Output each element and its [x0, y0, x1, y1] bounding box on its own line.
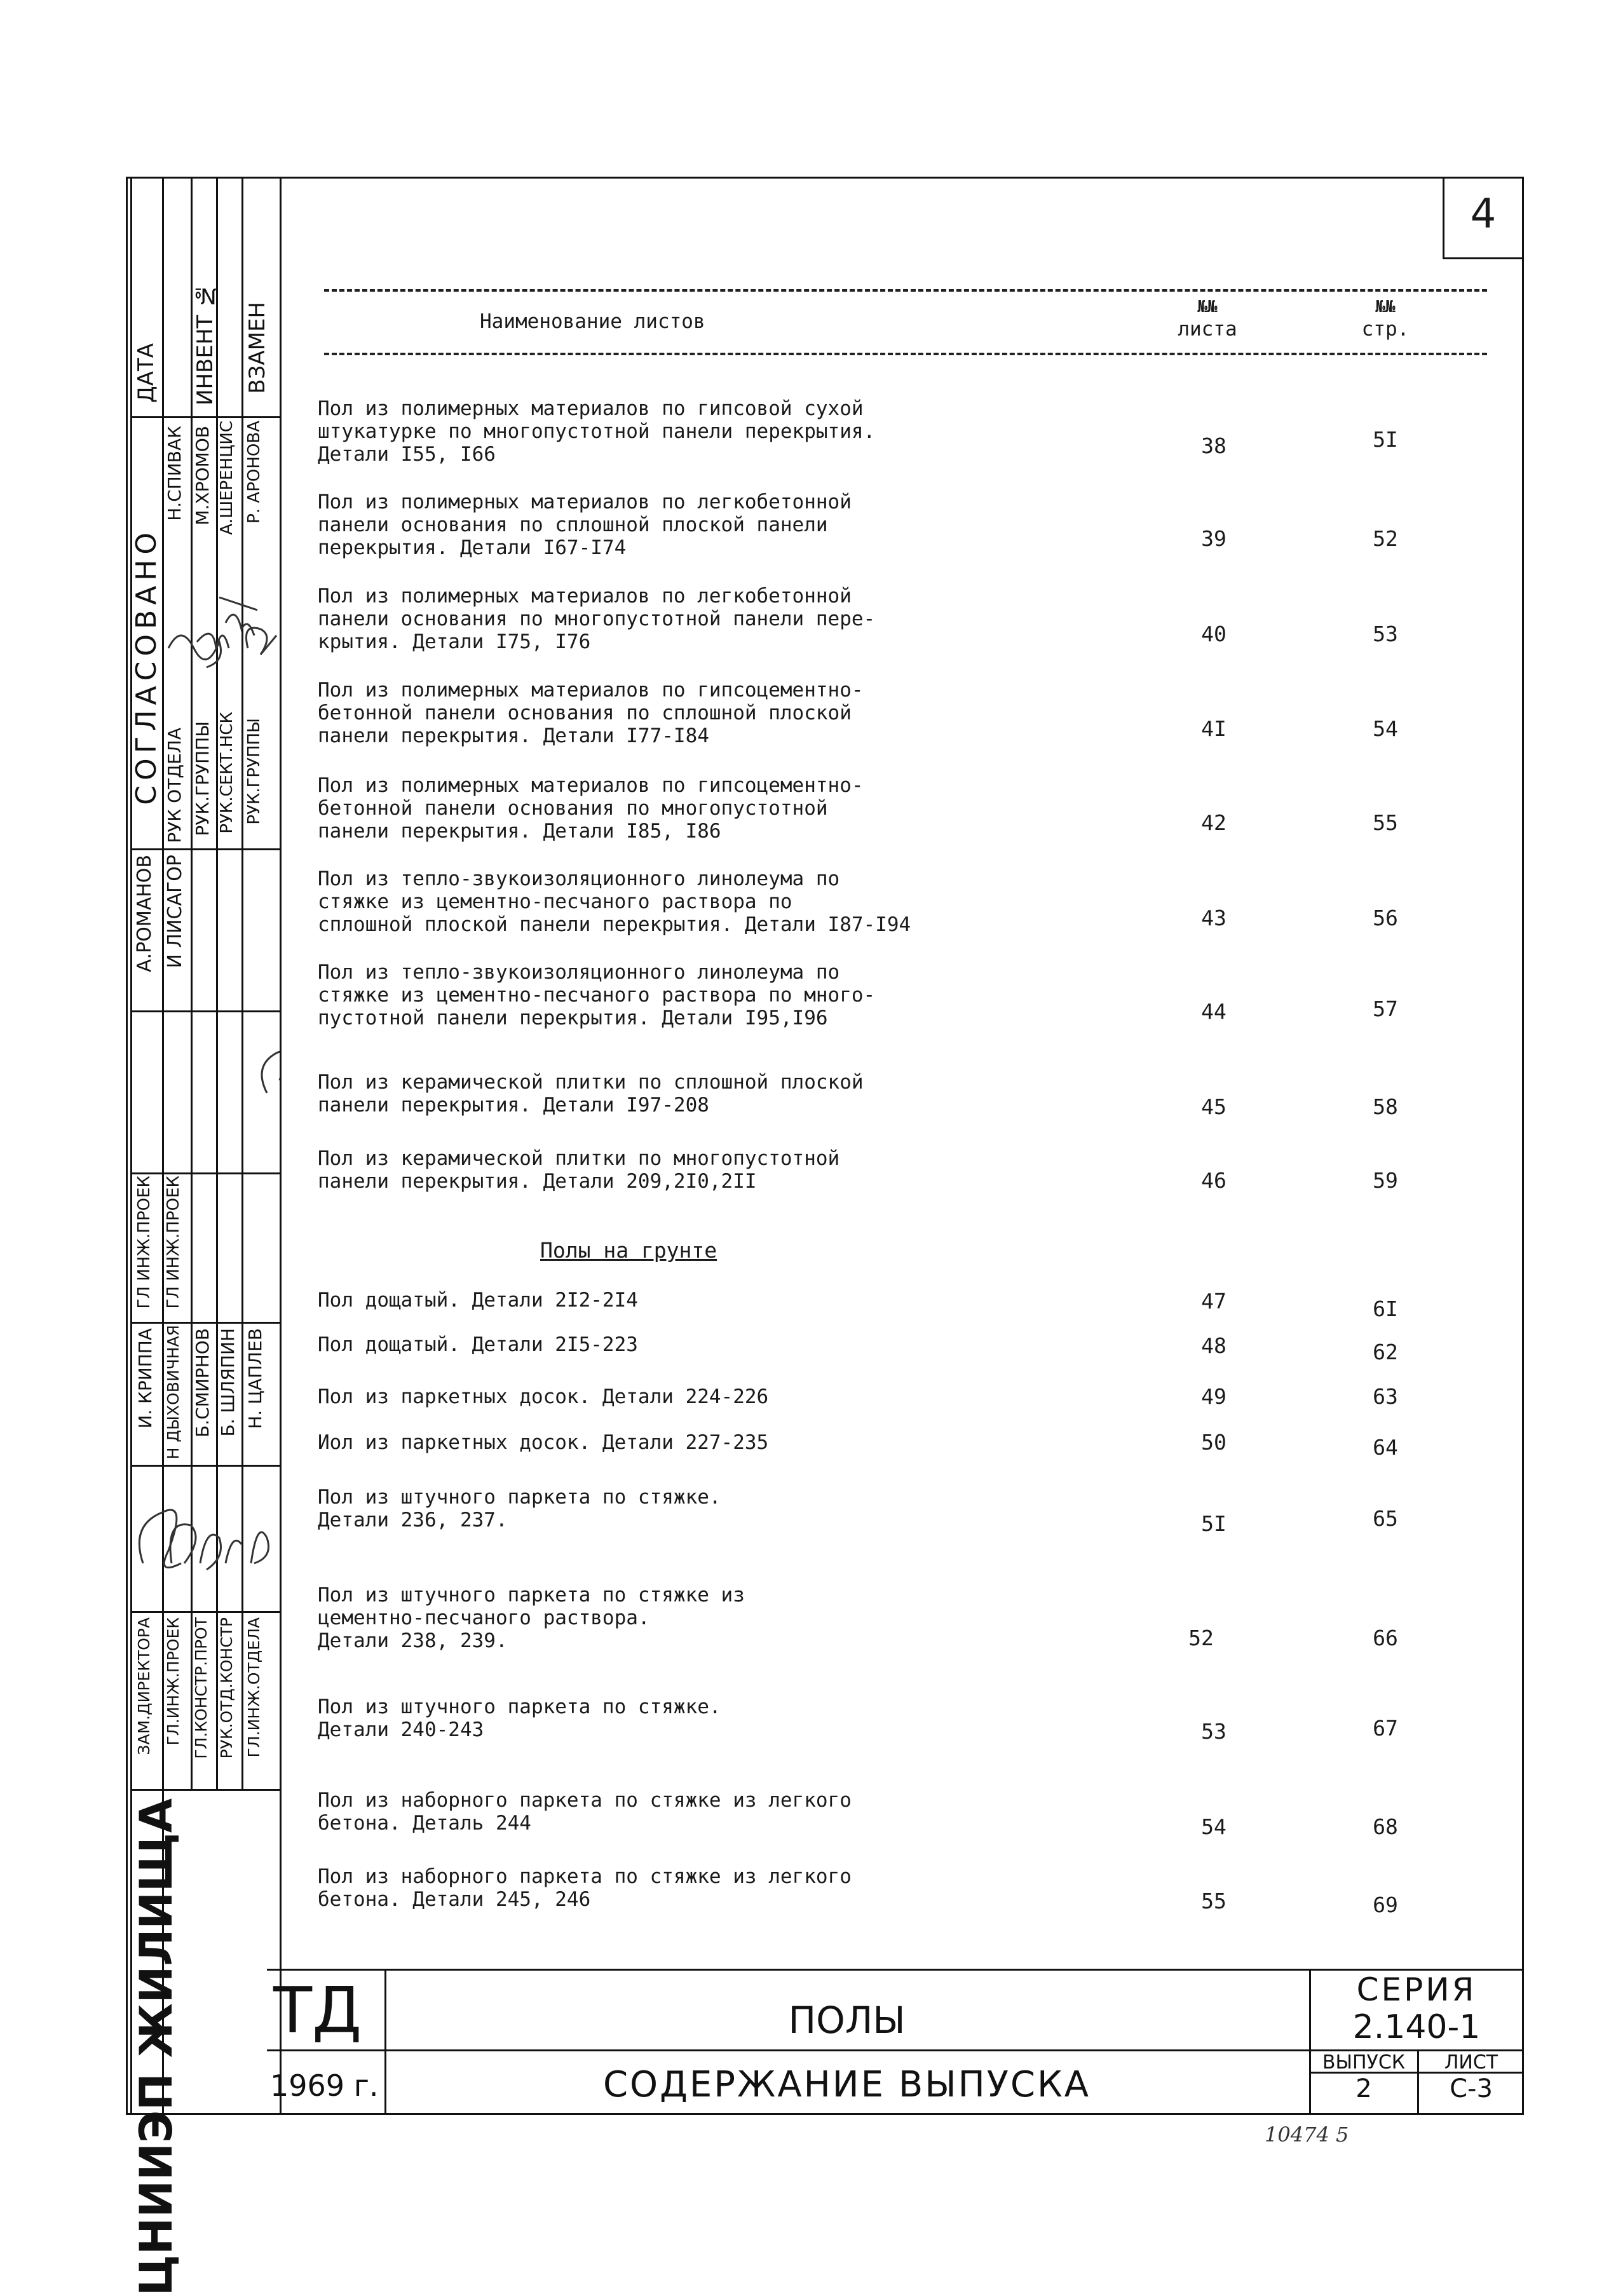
row-page: 53 — [1373, 622, 1398, 646]
row-page: 57 — [1373, 996, 1398, 1021]
row-description: Пол из полимерных материалов по гипсовой сухой штукатурке по многопустотной панели перекрытия. Детали I55, I66 — [318, 397, 876, 466]
stamp-soglasovano: СОГЛАСОВАНО — [130, 527, 163, 805]
header-page-prefix: №№ — [1375, 297, 1396, 316]
stamp-data: ДАТА — [133, 343, 159, 403]
page-number: 4 — [1470, 191, 1497, 238]
title-year: 1969 г. — [270, 2068, 379, 2103]
section-heading: Полы на грунте — [540, 1238, 717, 1263]
row-page: 69 — [1373, 1892, 1398, 1917]
row-description: Пол дощатый. Детали 2I2-2I4 — [318, 1289, 638, 1312]
stamp-line — [130, 416, 280, 418]
stamp-shlyapin: Б. ШЛЯПИН — [217, 1328, 238, 1437]
stamp-romanov: А.РОМАНОВ — [133, 855, 156, 972]
row-sheet: 48 — [1201, 1333, 1227, 1358]
row-sheet: 5I — [1201, 1511, 1227, 1536]
stamp-tsaplev: Н. ЦАПЛЕВ — [245, 1328, 266, 1429]
stamp-gl-inzh: ГЛ ИНЖ.ПРОЕК — [164, 1176, 183, 1309]
list-value: С-3 — [1450, 2074, 1493, 2103]
row-description: Иол из паркетных досок. Детали 227-235 — [318, 1431, 769, 1454]
vypusk-value: 2 — [1356, 2074, 1372, 2103]
row-description: Пол дощатый. Детали 2I5-223 — [318, 1333, 638, 1356]
row-sheet: 4I — [1201, 716, 1227, 741]
row-description: Пол из полимерных материалов по гипсоцементно- бетонной панели основания по сплошной плоской панели перекрытия. Детали I77-I84 — [318, 679, 864, 747]
signature-khromov — [197, 634, 229, 648]
row-description: Пол из тепло-звукоизоляционного линолеума по стяжке из цементно-песчаного раствора по сплошной плоской панели перекрытия. Детали I87-I94 — [318, 867, 911, 936]
row-sheet: 52 — [1188, 1626, 1214, 1650]
signature-tsaplev — [251, 1532, 269, 1563]
vypusk-label: ВЫПУСК — [1322, 2051, 1406, 2074]
row-page: 63 — [1373, 1384, 1398, 1409]
row-description: Пол из штучного паркета по стяжке. Детали 240-243 — [318, 1695, 721, 1741]
row-sheet: 50 — [1201, 1430, 1227, 1455]
row-page: 6I — [1373, 1296, 1398, 1321]
row-description: Пол из наборного паркета по стяжке из легкого бетона. Детали 245, 246 — [318, 1865, 852, 1911]
signature-shlyapin — [226, 1540, 241, 1563]
row-sheet: 47 — [1201, 1289, 1227, 1314]
stamp-spivak: Н.СПИВАК — [164, 426, 185, 521]
signature-dykhovichnaya — [170, 1525, 196, 1563]
row-sheet: 55 — [1201, 1889, 1227, 1913]
signature-romanov — [262, 1052, 280, 1093]
row-page: 55 — [1373, 810, 1398, 835]
signature-marks — [130, 572, 280, 1652]
stamp-aronova: Р. АРОНОВА — [245, 421, 264, 524]
stamp-ruk-otdela: РУК ОТДЕЛА — [164, 728, 185, 843]
seria-value: 2.140-1 — [1352, 2008, 1481, 2046]
row-description: Пол из штучного паркета по стяжке. Детали 236, 237. — [318, 1486, 721, 1532]
stamp-line — [280, 177, 282, 2115]
row-sheet: 49 — [1201, 1384, 1227, 1409]
row-page: 68 — [1373, 1814, 1398, 1839]
stamp-gl-inzh-prod: ГЛ.ИНЖ.ПРОЕК — [164, 1617, 182, 1746]
row-description: Пол из полимерных материалов по легкобетонной панели основания по многопустотной панели пере- крытия. Детали I75, I76 — [318, 585, 876, 653]
row-description: Пол из наборного паркета по стяжке из легкого бетона. Деталь 244 — [318, 1789, 852, 1835]
stamp-sherenk: А.ШЕРЕНЦИС — [217, 421, 236, 535]
footer-note: 10474 5 — [1265, 2123, 1349, 2147]
row-description: Пол из полимерных материалов по легкобетонной панели основания по сплошной плоской панели перекрытия. Детали I67-I74 — [318, 491, 852, 559]
title-main: ПОЛЫ — [788, 1999, 906, 2042]
row-sheet: 46 — [1201, 1168, 1227, 1193]
signature-krippa — [139, 1510, 181, 1568]
title-block-line — [267, 2049, 1309, 2051]
header-name-col: Наименование листов — [480, 310, 705, 333]
row-description: Пол из полимерных материалов по гипсоцементно- бетонной панели основания по многопустотной панели перекрытия. Детали I85, I86 — [318, 774, 864, 843]
stamp-gl-konstr: ГЛ.КОНСТР.ПРОТ — [192, 1617, 210, 1759]
row-description: Пол из паркетных досок. Детали 224-226 — [318, 1385, 769, 1408]
stamp-gl-inzh: ГЛ ИНЖ.ПРОЕК — [135, 1176, 154, 1309]
row-sheet: 38 — [1201, 433, 1227, 458]
header-sheet-prefix: №№ — [1197, 297, 1218, 316]
row-page: 62 — [1373, 1340, 1398, 1364]
row-page: 67 — [1373, 1716, 1398, 1741]
stamp-ruk-gruppy: РУК.ГРУППЫ — [192, 721, 213, 836]
stamp-ruk-otd-konstr: РУК.ОТД.КОНСТР — [217, 1617, 236, 1759]
stamp-line — [130, 1789, 280, 1791]
row-page: 56 — [1373, 906, 1398, 930]
row-page: 5I — [1373, 427, 1398, 452]
header-rule-top — [324, 289, 1487, 292]
stamp-ruk-gruppy: РУК.ГРУППЫ — [245, 718, 264, 825]
row-page: 66 — [1373, 1626, 1398, 1650]
list-label: ЛИСТ — [1444, 2051, 1498, 2074]
stamp-khromov: М.ХРОМОВ — [192, 426, 213, 526]
row-description: Пол из тепло-звукоизоляционного линолеума по стяжке из цементно-песчаного раствора по много- пустотной панели перекрытия. Детали I95,I96 — [318, 961, 876, 1029]
stamp-ruk-sekt: РУК.СЕКТ.НСК — [217, 712, 236, 834]
title-subtitle: СОДЕРЖАНИЕ ВЫПУСКА — [602, 2064, 1091, 2105]
seria-label: СЕРИЯ — [1356, 1971, 1477, 2008]
row-page: 59 — [1373, 1168, 1398, 1193]
row-page: 64 — [1373, 1435, 1398, 1460]
row-sheet: 43 — [1201, 906, 1227, 930]
signature-spivak — [168, 635, 221, 667]
title-block-line — [267, 1969, 1524, 1971]
row-page: 54 — [1373, 716, 1398, 741]
stamp-zam-dir: ЗАМ.ДИРЕКТОРА — [135, 1617, 153, 1755]
header-page-col: стр. — [1361, 318, 1410, 341]
stamp-invent: ИНВЕНТ № — [193, 283, 218, 405]
row-sheet: 54 — [1201, 1814, 1227, 1839]
stamp-gl-inzh-otdela: ГЛ.ИНЖ.ОТДЕЛА — [245, 1617, 263, 1758]
row-sheet: 39 — [1201, 526, 1227, 551]
row-sheet: 53 — [1201, 1719, 1227, 1744]
header-rule-bottom — [324, 353, 1487, 355]
stamp-lisagor: И ЛИСАГОР — [164, 855, 186, 968]
header-sheet-col: листа — [1178, 318, 1237, 341]
row-page: 52 — [1373, 526, 1398, 551]
row-sheet: 40 — [1201, 622, 1227, 646]
row-description: Пол из штучного паркета по стяжке из цементно-песчаного раствора. Детали 238, 239. — [318, 1584, 745, 1652]
row-page: 65 — [1373, 1506, 1398, 1531]
signature-smirnov — [200, 1535, 221, 1570]
row-sheet: 42 — [1201, 810, 1227, 835]
stamp-krippa: И. КРИППА — [135, 1328, 156, 1429]
stamp-vzamen: ВЗАМЕН — [245, 302, 270, 394]
stamp-organization: ЦНИИЭП ЖИЛИЩА — [130, 1798, 182, 2296]
stamp-smirnov: Б.СМИРНОВ — [192, 1328, 213, 1437]
title-td: ТД — [273, 1973, 362, 2048]
row-description: Пол из керамической плитки по сплошной плоской панели перекрытия. Детали I97-208 — [318, 1071, 864, 1117]
row-sheet: 44 — [1201, 999, 1227, 1024]
signature-sherenk — [219, 597, 257, 635]
stamp-dykhovichnaya: Н ДЫХОВИЧНАЯ — [164, 1325, 182, 1460]
row-description: Пол из керамической плитки по многопустотной панели перекрытия. Детали 209,2I0,2II — [318, 1147, 840, 1193]
row-sheet: 45 — [1201, 1094, 1227, 1119]
row-page: 58 — [1373, 1094, 1398, 1119]
signature-aronova — [247, 628, 277, 655]
